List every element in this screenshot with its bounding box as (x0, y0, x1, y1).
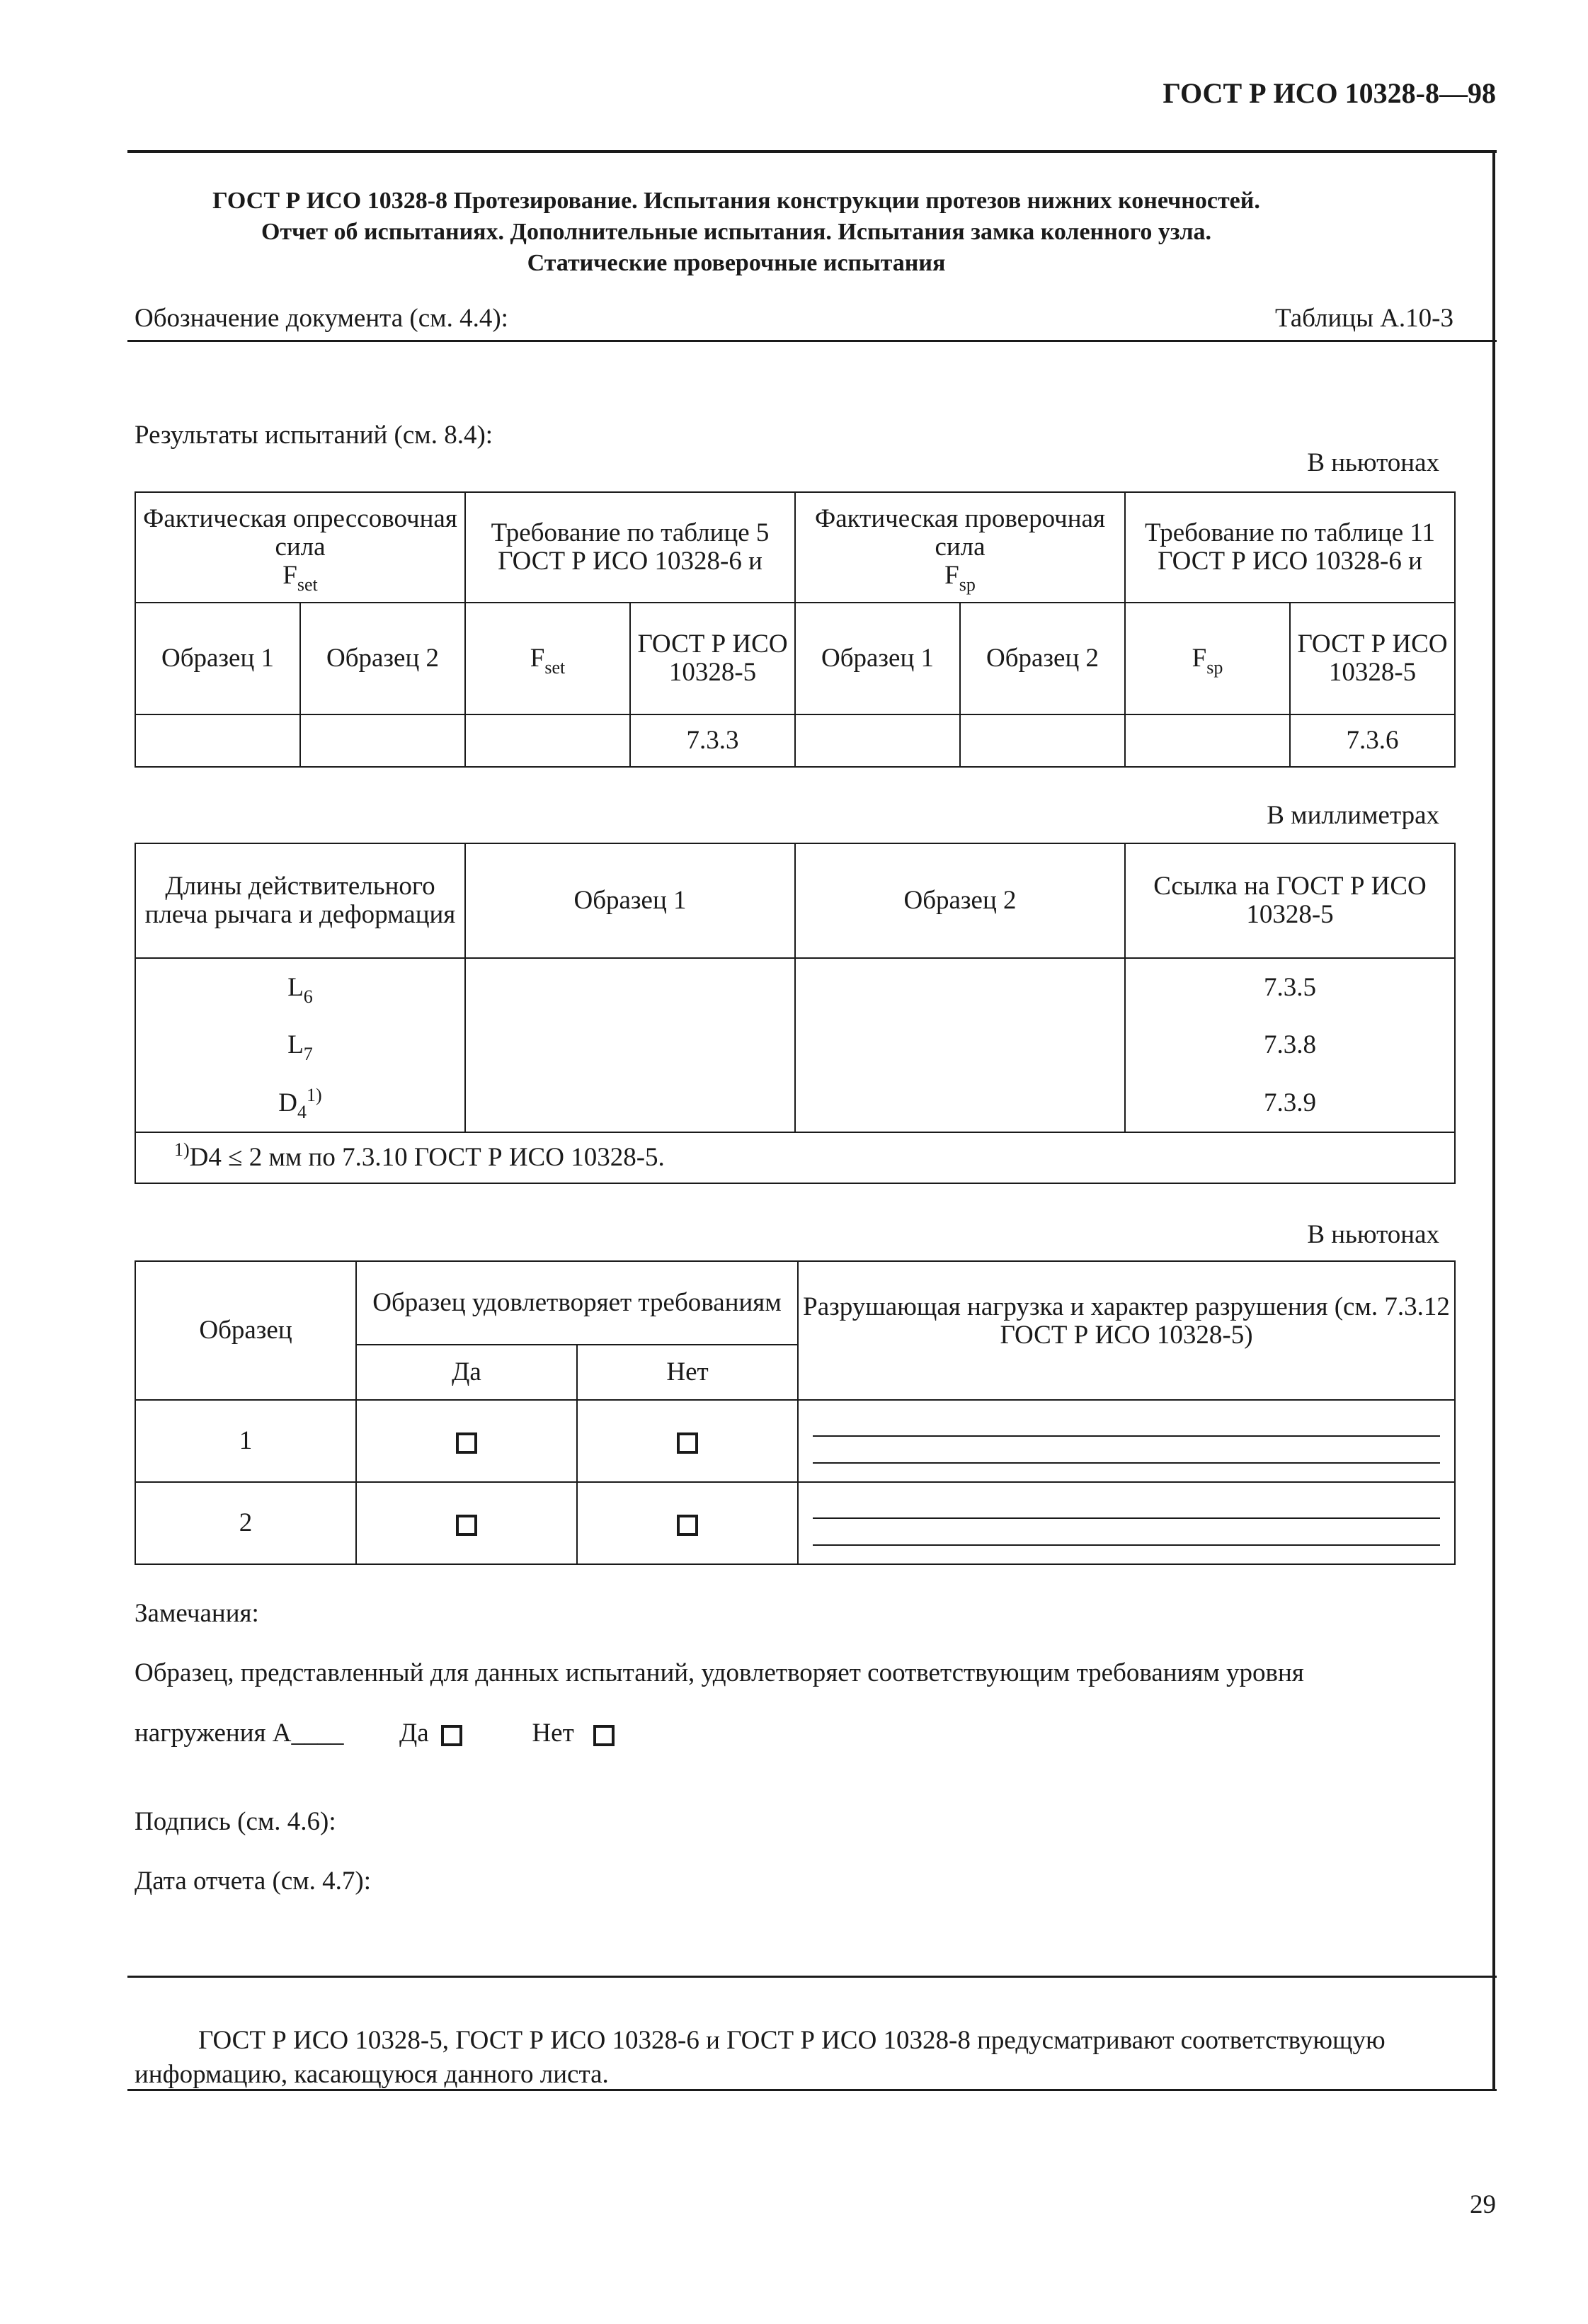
subscript: sp (1206, 657, 1223, 678)
sample-1-header: Образец 1 (135, 603, 300, 714)
no-checkbox-cell (577, 1400, 798, 1482)
frame-top-rule (127, 150, 1497, 153)
frame-title-rule (127, 340, 1497, 342)
value-cell[interactable] (465, 1016, 795, 1074)
subscript: 4 (297, 1101, 307, 1122)
subscript: sp (959, 574, 976, 595)
value-cell[interactable] (795, 714, 960, 767)
blank-line (813, 1435, 1440, 1437)
no-checkbox-cell (577, 1482, 798, 1564)
footnote-text: D4 ≤ 2 мм по 7.3.10 ГОСТ Р ИСО 10328-5. (189, 1143, 665, 1172)
sample-2-header: Образец 2 (795, 843, 1125, 958)
sample-header: Образец (135, 1261, 356, 1400)
sample-number: 2 (135, 1482, 356, 1564)
ref-cell: 7.3.6 (1290, 714, 1455, 767)
ref-cell: 7.3.5 (1125, 958, 1455, 1016)
no-checkbox[interactable] (677, 1432, 698, 1454)
symbol: D (278, 1088, 298, 1117)
overall-yes-checkbox[interactable] (441, 1725, 462, 1746)
footer-note: ГОСТ Р ИСО 10328-5, ГОСТ Р ИСО 10328-6 и ГОСТ Р ИСО 10328-8 предусматривают соответствующую информацию, касающуюся данного листа. (135, 2026, 1386, 2089)
subscript: set (544, 657, 566, 678)
page-number: 29 (1470, 2190, 1496, 2219)
sample-2-header: Образец 2 (960, 603, 1125, 714)
form-title-line: Отчет об испытаниях. Дополнительные испытания. Испытания замка коленного узла. (261, 219, 1212, 245)
symbol: L (287, 1030, 304, 1059)
value-cell[interactable] (300, 714, 465, 767)
yes-checkbox[interactable] (456, 1515, 477, 1536)
no-header: Нет (577, 1345, 798, 1400)
breaking-load-cell[interactable] (798, 1400, 1455, 1482)
breaking-load-header: Разрушающая нагрузка и характер разрушения (см. 7.3.12 ГОСТ Р ИСО 10328-5) (798, 1261, 1455, 1400)
report-date-label: Дата отчета (см. 4.7): (135, 1867, 372, 1896)
reference-header: Ссылка на ГОСТ Р ИСО 10328-5 (1125, 843, 1455, 958)
sample-2-header: Образец 2 (300, 603, 465, 714)
actual-proof-force-header (795, 492, 1125, 603)
no-label: Нет (532, 1719, 574, 1748)
fsp-symbol (800, 561, 1120, 595)
actual-preload-force-header (135, 492, 465, 603)
sample-number: 1 (135, 1400, 356, 1482)
yes-checkbox-cell (356, 1482, 577, 1564)
frame-right-border (1492, 150, 1495, 2090)
value-cell[interactable] (135, 714, 300, 767)
form-title-line: ГОСТ Р ИСО 10328-8 Протезирование. Испытания конструкции протезов нижних конечностей. (212, 188, 1260, 214)
remarks-label: Замечания: (135, 1599, 259, 1628)
sample-1-header: Образец 1 (795, 603, 960, 714)
param-l6 (135, 958, 465, 1016)
footnote-d4 (135, 1132, 1455, 1183)
breaking-load-cell[interactable] (798, 1482, 1455, 1564)
fsp-header (1125, 603, 1290, 714)
yes-label: Да (399, 1719, 429, 1748)
blank-line (813, 1517, 1440, 1519)
compliance-statement: Образец, представленный для данных испытаний, удовлетворяет соответствующим требованиям уровня (135, 1658, 1304, 1687)
doc-designation-label: Обозначение документа (см. 4.4): (135, 304, 508, 333)
forces-table (135, 491, 1456, 768)
value-cell[interactable] (795, 1016, 1125, 1074)
meets-requirements-header: Образец удовлетворяет требованиям (356, 1261, 798, 1345)
compliance-table (135, 1260, 1456, 1565)
load-level-label: нагружения А____ (135, 1719, 344, 1748)
lengths-table (135, 843, 1456, 1184)
symbol: F (530, 644, 545, 673)
form-title (163, 186, 1310, 279)
no-checkbox[interactable] (677, 1515, 698, 1536)
blank-line (813, 1462, 1440, 1464)
value-cell[interactable] (1125, 714, 1290, 767)
param-d4 (135, 1074, 465, 1132)
symbol: F (1192, 644, 1207, 673)
value-cell[interactable] (465, 1074, 795, 1132)
header-text: Фактическая опрессовочная сила (143, 504, 457, 562)
fset-header (465, 603, 630, 714)
yes-header: Да (356, 1345, 577, 1400)
unit-millimeters: В миллиметрах (1267, 801, 1439, 830)
subscript: 6 (303, 986, 313, 1007)
requirement-table11-header: Требование по таблице 11 ГОСТ Р ИСО 10328-6 и (1125, 492, 1455, 603)
value-cell[interactable] (795, 1074, 1125, 1132)
ref-cell: 7.3.8 (1125, 1016, 1455, 1074)
requirement-table5-header: Требование по таблице 5 ГОСТ Р ИСО 10328-6 и (465, 492, 795, 603)
subscript: 7 (303, 1044, 313, 1064)
signature-label: Подпись (см. 4.6): (135, 1807, 336, 1836)
gost5-header: ГОСТ Р ИСО 10328-5 (1290, 603, 1455, 714)
yes-checkbox[interactable] (456, 1432, 477, 1454)
lengths-param-header: Длины действительного плеча рычага и деформация (135, 843, 465, 958)
param-l7 (135, 1016, 465, 1074)
standard-header: ГОСТ Р ИСО 10328-8—98 (1163, 77, 1496, 109)
unit-newtons: В ньютонах (1307, 1220, 1439, 1249)
superscript: 1) (307, 1084, 322, 1105)
value-cell[interactable] (465, 958, 795, 1016)
load-level-row (135, 1717, 615, 1750)
overall-no-checkbox[interactable] (593, 1725, 615, 1746)
symbol: L (287, 972, 304, 1002)
symbol: F (944, 561, 959, 590)
fset-symbol (140, 561, 460, 595)
subscript: set (297, 574, 318, 595)
value-cell[interactable] (465, 714, 630, 767)
ref-cell: 7.3.3 (630, 714, 795, 767)
value-cell[interactable] (795, 958, 1125, 1016)
value-cell[interactable] (960, 714, 1125, 767)
sample-1-header: Образец 1 (465, 843, 795, 958)
results-label: Результаты испытаний (см. 8.4): (135, 421, 493, 450)
blank-line (813, 1544, 1440, 1546)
superscript: 1) (174, 1139, 190, 1160)
header-text: Фактическая проверочная сила (815, 504, 1105, 562)
ref-cell: 7.3.9 (1125, 1074, 1455, 1132)
frame-bottom-rule (127, 1976, 1497, 1978)
yes-checkbox-cell (356, 1400, 577, 1482)
table-reference: Таблицы А.10-3 (1275, 304, 1453, 333)
gost5-header: ГОСТ Р ИСО 10328-5 (630, 603, 795, 714)
unit-newtons: В ньютонах (1307, 448, 1439, 477)
symbol: F (282, 561, 297, 590)
form-title-line: Статические проверочные испытания (527, 250, 946, 276)
